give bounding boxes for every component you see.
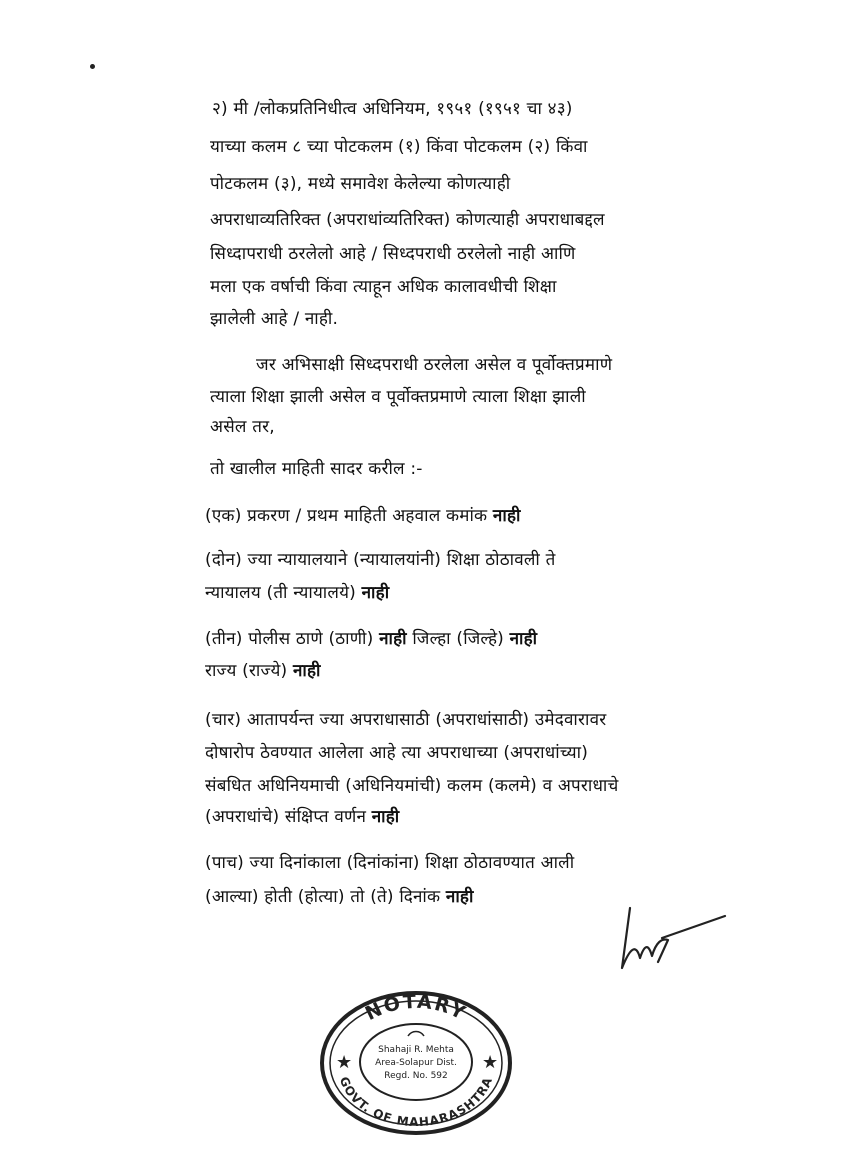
- item-three-line-1: [205, 626, 537, 652]
- condition-line-1: जर अभिसाक्षी सिध्दपराधी ठरलेला असेल व पूर्वोक्तप्रमाणे: [256, 355, 613, 375]
- intro-line: तो खालील माहिती सादर करील :-: [210, 459, 423, 479]
- stamp-regd: Regd. No. 592: [384, 1071, 448, 1081]
- item-five-text: (आल्या) होती (होत्या) तो (ते) दिनांक: [205, 887, 446, 907]
- item-two-text: न्यायालय (ती न्यायालये): [205, 583, 362, 603]
- clause2-line-7: झालेली आहे / नाही.: [210, 309, 339, 329]
- clause2-line-3: पोटकलम (३), मध्ये समावेश केलेल्या कोणत्याही: [210, 174, 511, 194]
- item-five-line-2: [205, 884, 474, 910]
- scan-speck: [90, 64, 95, 69]
- item-three-part3: राज्य (राज्ये): [205, 661, 293, 681]
- item-one: [205, 503, 521, 529]
- item-four-line-4: [205, 804, 399, 830]
- item-two-line-2: [205, 580, 389, 606]
- stamp-name: Shahaji R. Mehta: [378, 1045, 454, 1055]
- item-five-line-1: (पाच) ज्या दिनांकाला (दिनांकांना) शिक्षा ठोठावण्यात आली: [205, 853, 575, 873]
- item-three-part2: जिल्हा (जिल्हे): [406, 629, 510, 649]
- item-four-line-3: संबधित अधिनियमाची (अधिनियमांची) कलम (कलमे) व अपराधाचे: [205, 776, 619, 796]
- condition-line-3: असेल तर,: [210, 417, 275, 437]
- item-four-line-1: (चार) आतापर्यन्त ज्या अपराधासाठी (अपराधांसाठी) उमेदवारावर: [205, 710, 607, 730]
- notary-stamp: [316, 988, 516, 1138]
- stamp-seal-mark: [408, 1032, 424, 1037]
- item-one-answer: नाही: [492, 506, 521, 526]
- item-three-line-2: [205, 658, 321, 684]
- item-three-answer3: नाही: [292, 661, 321, 681]
- item-four-line-2: दोषारोप ठेवण्यात आलेला आहे त्या अपराधाच्या (अपराधांच्या): [205, 743, 589, 763]
- signature-scribble: [600, 898, 730, 988]
- stamp-star-right: ★: [482, 1052, 499, 1073]
- item-three-answer1: नाही: [379, 629, 407, 649]
- item-two-line-1: (दोन) ज्या न्यायालयाने (न्यायालयांनी) शिक्षा ठोठावली ते: [205, 550, 556, 570]
- clause2-line-6: मला एक वर्षाची किंवा त्याहून अधिक कालावधीची शिक्षा: [210, 277, 557, 297]
- clause2-line-2: याच्या कलम ८ च्या पोटकलम (१) किंवा पोटकलम (२) किंवा: [210, 137, 588, 157]
- stamp-star-left: ★: [336, 1052, 353, 1073]
- item-four-answer: नाही: [371, 807, 400, 827]
- stamp-bottom-text: GOVT. OF MAHARASHTRA: [336, 1074, 496, 1130]
- clause2-line-5: सिध्दापराधी ठरलेलो आहे / सिध्दपराधी ठरलेलो नाही आणि: [210, 244, 576, 264]
- svg-text:NOTARY: [362, 991, 470, 1025]
- stamp-top-text: NOTARY: [361, 990, 471, 1026]
- item-three-answer2: नाही: [509, 629, 538, 649]
- condition-line-2: त्याला शिक्षा झाली असेल व पूर्वोक्तप्रमाणे त्याला शिक्षा झाली: [210, 387, 586, 407]
- item-one-text: (एक) प्रकरण / प्रथम माहिती अहवाल कमांक: [205, 506, 493, 526]
- clause2-line-4: अपराधाव्यतिरिक्त (अपराधांव्यतिरिक्त) कोणत्याही अपराधाबद्दल: [210, 210, 605, 230]
- item-three-part1: (तीन) पोलीस ठाणे (ठाणी): [205, 629, 380, 649]
- item-five-answer: नाही: [445, 887, 474, 907]
- item-four-text: (अपराधांचे) संक्षिप्त वर्णन: [205, 807, 372, 827]
- clause2-line-1: २) मी /लोकप्रतिनिधीत्व अधिनियम, १९५१ (१९५१ चा ४३): [212, 99, 573, 119]
- stamp-area: Area-Solapur Dist.: [375, 1058, 457, 1068]
- item-two-answer: नाही: [361, 583, 390, 603]
